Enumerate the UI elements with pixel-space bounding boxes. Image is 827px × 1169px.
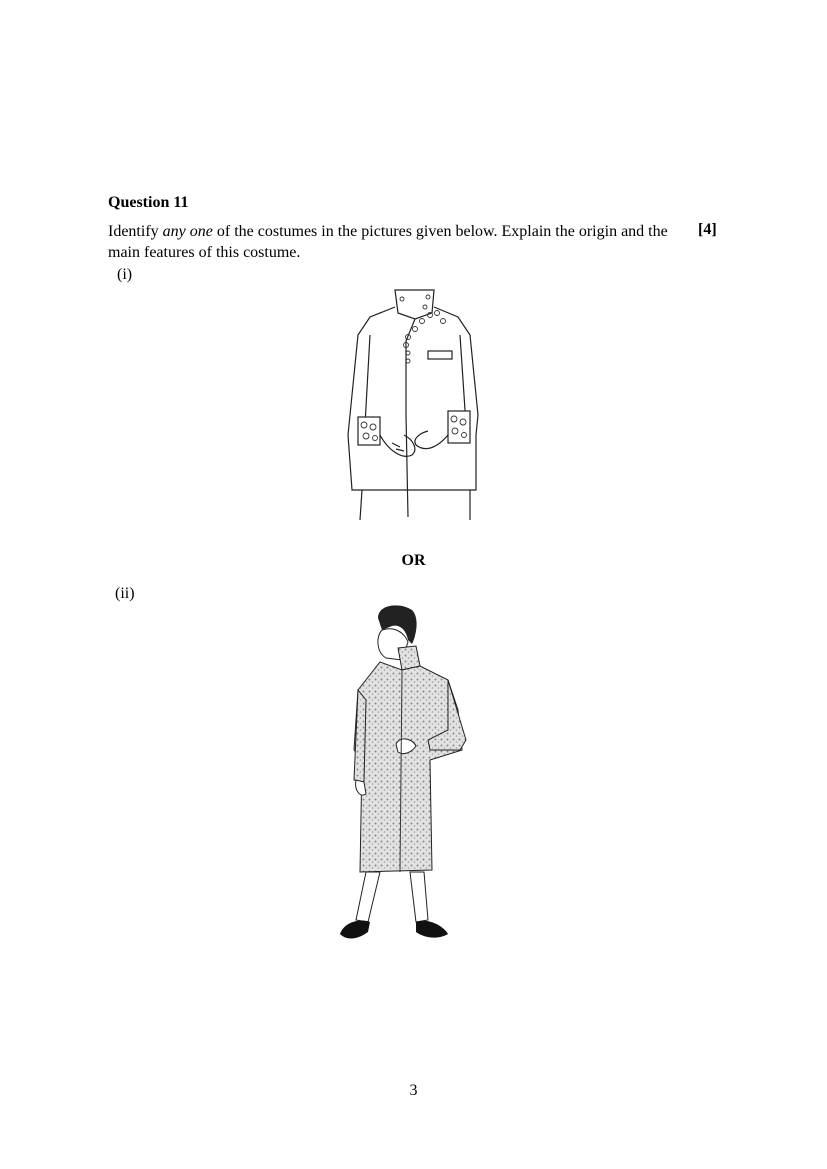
question-text-start: Identify — [108, 223, 163, 240]
question-text-end: of the costumes in the pictures given below. Explain the origin and the main features of this costume. — [108, 223, 668, 261]
question-marks: [4] — [698, 221, 717, 238]
question-title: Question 11 — [108, 194, 189, 211]
embroidered-jacket-icon — [330, 285, 500, 525]
sherwani-figure-icon — [320, 600, 480, 950]
option-label-ii: (ii) — [115, 585, 135, 602]
question-text — [108, 221, 678, 263]
or-separator: OR — [401, 552, 426, 569]
option-label-i: (i) — [117, 266, 133, 283]
question-text-emphasis: any one — [162, 223, 213, 240]
page-number: 3 — [409, 1082, 418, 1099]
